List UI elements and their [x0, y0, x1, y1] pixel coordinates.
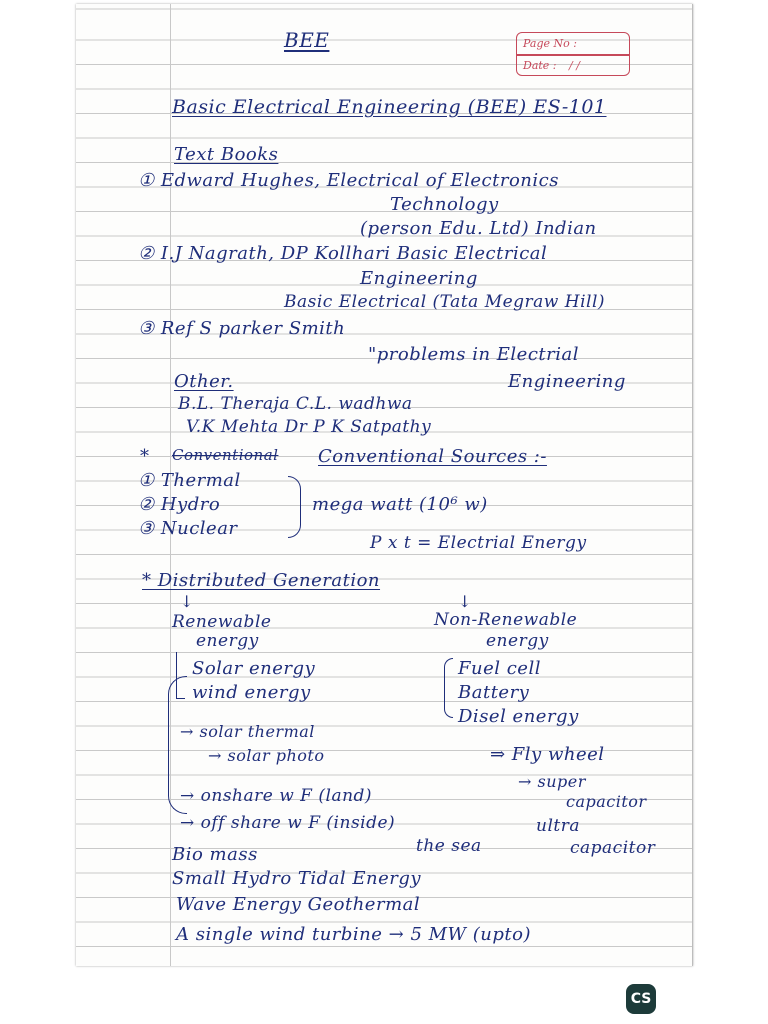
stamp-divider [517, 54, 629, 56]
course-title: Basic Electrical Engineering (BEE) ES-101 [172, 96, 607, 118]
disel-energy: Disel energy [458, 706, 579, 727]
authors-row-1: B.L. Theraja C.L. wadhwa [178, 394, 413, 414]
renewable-energy-label: energy [196, 631, 259, 651]
bio-mass: Bio mass [172, 844, 258, 865]
battery: Battery [458, 682, 530, 703]
mega-watt-note: mega watt (10⁶ w) [312, 494, 488, 515]
arrow-non-renewable: ↓ [458, 592, 472, 611]
asterisk-mark: * [140, 446, 150, 467]
source-nuclear: ③ Nuclear [138, 518, 238, 539]
non-renewable-label: Non-Renewable [434, 610, 578, 630]
source-thermal: ① Thermal [138, 470, 241, 491]
reference-title: "problems in Electrial [368, 344, 579, 365]
book-2-publisher: Basic Electrical (Tata Megraw Hill) [284, 292, 606, 312]
ultra-label: ultra [536, 816, 580, 836]
fuel-cell: Fuel cell [458, 658, 541, 679]
other-heading: Other. [174, 371, 234, 392]
renewable-label: Renewable [172, 612, 272, 632]
fly-wheel: ⇒ Fly wheel [490, 744, 605, 765]
camscanner-logo: CS [626, 984, 656, 1014]
book-1-publisher: (person Edu. Ltd) Indian [360, 218, 597, 239]
non-renewable-bracket [444, 658, 453, 718]
struck-word: Conventional [172, 446, 279, 464]
book-2-title: Engineering [360, 268, 478, 289]
page-title: BEE [284, 28, 330, 52]
non-renewable-energy-label: energy [486, 631, 549, 651]
wind-energy: wind energy [192, 682, 311, 703]
date-label: Date : [523, 59, 557, 72]
solar-energy: Solar energy [192, 658, 316, 679]
ultra-capacitor-label: capacitor [570, 838, 656, 858]
distributed-generation-heading: * Distributed Generation [142, 570, 381, 591]
offshore-wind-farm: → off share w F (inside) [180, 813, 396, 833]
page-no-label: Page No : [523, 37, 577, 50]
inside-the-sea: the sea [416, 836, 482, 856]
book-1-title: Technology [390, 194, 499, 215]
book-1-author: ① Edward Hughes, Electrical of Electronics [138, 170, 559, 191]
source-hydro: ② Hydro [138, 494, 221, 515]
onshore-wind-farm: → onshare w F (land) [180, 786, 373, 806]
sources-brace [288, 476, 301, 538]
reference-line: ③ Ref S parker Smith [138, 318, 346, 339]
reference-title-cont: Engineering [508, 371, 626, 392]
small-hydro-tidal: Small Hydro Tidal Energy [172, 868, 422, 889]
wind-turbine-note: A single wind turbine → 5 MW (upto) [176, 924, 531, 945]
wave-geothermal: Wave Energy Geothermal [176, 894, 421, 915]
page-date-stamp [516, 32, 630, 76]
book-2-author: ② I.J Nagrath, DP Kollhari Basic Electrical [138, 243, 548, 264]
energy-formula: P x t = Electrial Energy [370, 533, 587, 553]
solar-photo: → solar photo [208, 746, 325, 765]
conventional-sources-heading: Conventional Sources :- [318, 446, 547, 467]
authors-row-2: V.K Mehta Dr P K Satpathy [186, 417, 432, 437]
super-label: → super [518, 772, 586, 791]
text-books-heading: Text Books [174, 144, 279, 165]
arrow-renewable: ↓ [180, 592, 194, 611]
super-capacitor-label: capacitor [566, 792, 647, 811]
date-value: / / [569, 59, 580, 72]
solar-thermal: → solar thermal [180, 722, 315, 741]
